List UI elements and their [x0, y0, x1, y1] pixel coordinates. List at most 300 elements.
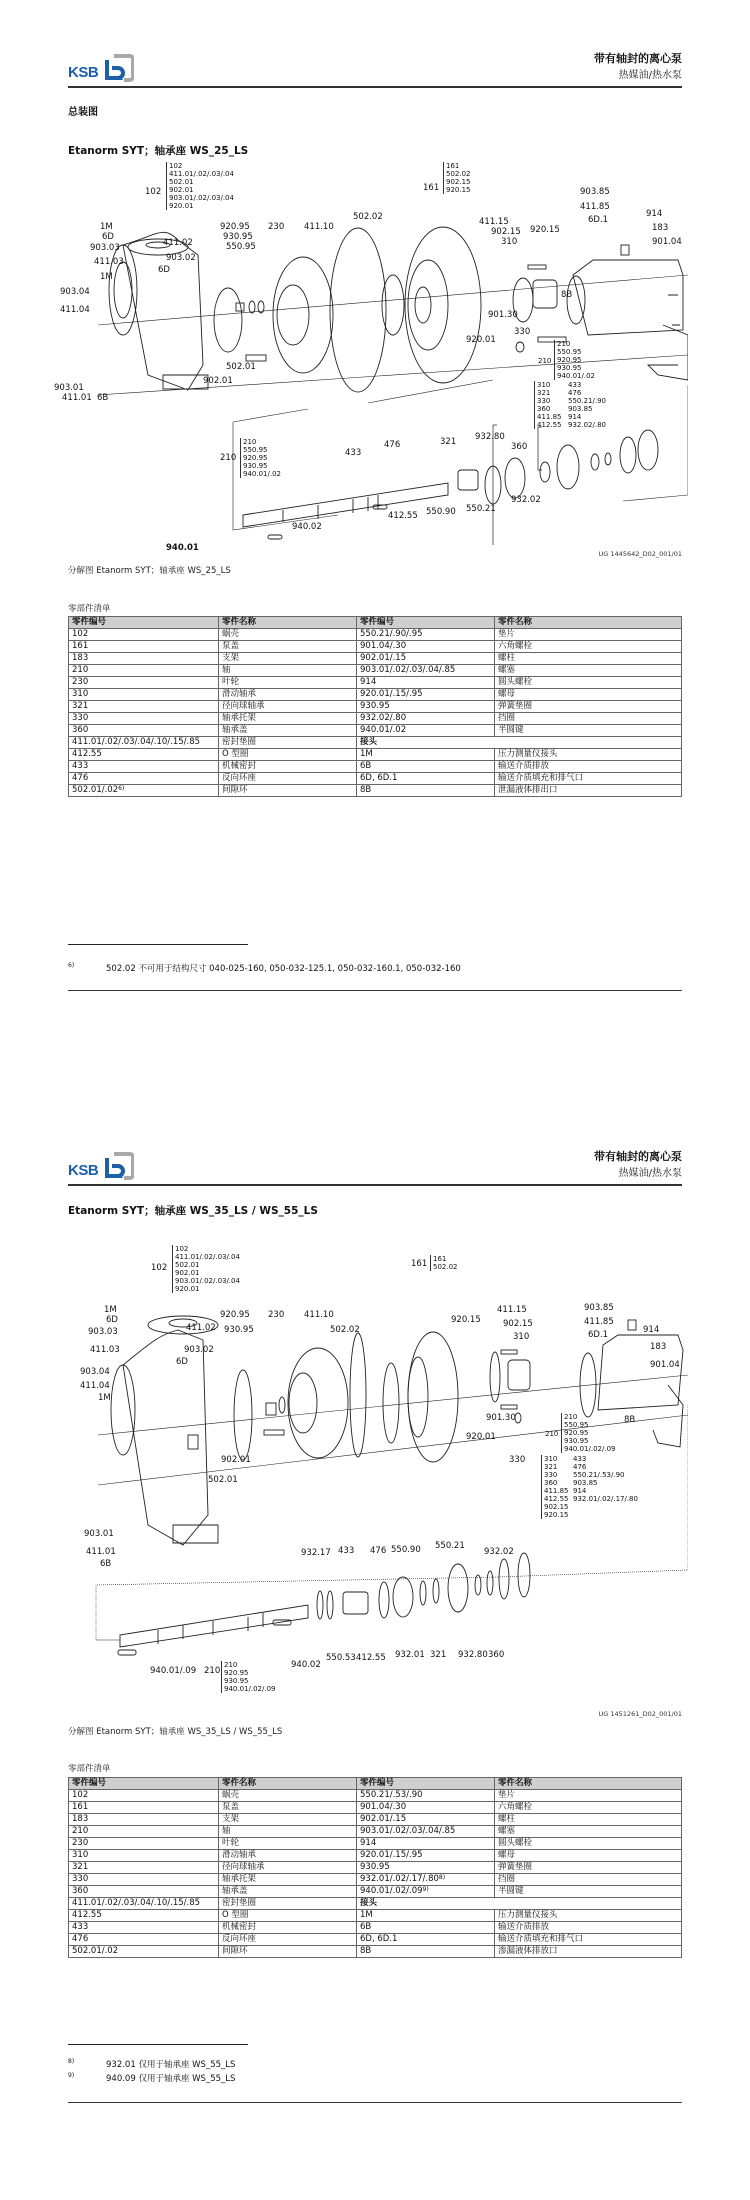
table-cell — [219, 665, 357, 677]
table-cell — [219, 1838, 357, 1850]
callout-321: 321 — [430, 1650, 447, 1660]
callout-text: 476 — [573, 1463, 587, 1471]
footnote-rule — [68, 944, 248, 945]
callout-932-01: 932.01 — [395, 1650, 425, 1660]
callout-group-102 — [166, 162, 234, 210]
diagram-title: Etanorm SYT；轴承座 WS_25_LS — [68, 145, 249, 157]
table-cell — [357, 1910, 495, 1922]
callout-text: 102 — [169, 162, 183, 170]
table-cell — [219, 1826, 357, 1838]
table-cell — [357, 1946, 495, 1958]
cell-text: 轴承盖 — [222, 1886, 248, 1896]
page-bottom-rule — [68, 990, 682, 991]
cell-text: 垫片 — [498, 629, 516, 639]
table-cell — [219, 1934, 357, 1946]
callout-text: 550.95 — [564, 1421, 589, 1429]
cell-text: 502.01/.02 — [72, 785, 119, 795]
table-row — [69, 761, 682, 773]
table-cell — [69, 1838, 219, 1850]
cell-text: 泄漏液体排出口 — [498, 785, 558, 795]
callout-text: 321 — [544, 1463, 558, 1471]
cell-text: 径向球轴承 — [222, 701, 265, 711]
callout-text: 550.21/.90 — [568, 397, 606, 405]
cell-text: 932.01/.02/.17/.80 — [360, 1874, 439, 1884]
table-row — [69, 725, 682, 737]
table-cell — [219, 1802, 357, 1814]
table-cell — [495, 1946, 682, 1958]
callout-411-03: 411.03 — [90, 1345, 120, 1355]
table-cell — [219, 1874, 357, 1886]
callout-text: 920.01 — [169, 202, 194, 210]
table-cell — [495, 761, 682, 773]
callout-903-02: 903.02 — [166, 253, 196, 263]
callout-6d: 6D — [176, 1357, 188, 1367]
callout-text: 914 — [568, 413, 582, 421]
cell-text: 903.01/.02/.03/.04/.85 — [360, 665, 456, 675]
table-cell — [357, 1886, 495, 1898]
table-cell — [357, 1850, 495, 1862]
callout-940-01-09: 940.01/.09 — [150, 1666, 197, 1676]
table-row — [69, 1862, 682, 1874]
table-row — [69, 1790, 682, 1802]
cell-text: 930.95 — [360, 1862, 390, 1872]
callout-text: 930.95 — [224, 1677, 249, 1685]
cell-text: 920.01/.15/.95 — [360, 689, 423, 699]
cell-text: 6B — [360, 1922, 372, 1932]
table-cell — [495, 689, 682, 701]
cell-text: 502.01/.02 — [72, 1946, 119, 1956]
callout-text: 360 — [537, 405, 551, 413]
header-subtitle: 热媒油/热水泵 — [618, 1168, 682, 1179]
table-cell — [69, 1850, 219, 1862]
cell-text: 轴承托架 — [222, 1874, 257, 1884]
callout-411-10: 411.10 — [304, 222, 334, 232]
callout-text: 920.95 — [224, 1669, 249, 1677]
cell-text: 输送介质排放 — [498, 1922, 550, 1932]
table-cell — [219, 1862, 357, 1874]
table-cell — [69, 1814, 219, 1826]
callout-layer — [54, 162, 688, 553]
table-cell — [219, 641, 357, 653]
cell-text: 183 — [72, 1814, 89, 1824]
table-cell — [69, 1874, 219, 1886]
cell-text: 圆头螺栓 — [498, 1838, 533, 1848]
callout-902-15: 902.15 — [491, 227, 521, 237]
table-cell — [495, 1802, 682, 1814]
table-cell — [69, 653, 219, 665]
table-cell — [357, 737, 682, 749]
callout-161: 161 — [423, 183, 440, 193]
callout-411-02: 411.02 — [163, 238, 193, 248]
callout-932-80: 932.80 — [458, 1650, 488, 1660]
callout-text: 550.95 — [243, 446, 268, 454]
cell-text: 230 — [72, 1838, 89, 1848]
table-cell — [69, 725, 219, 737]
table-cell — [219, 1814, 357, 1826]
table-cell — [357, 1802, 495, 1814]
callout-text: 940.01/.02 — [557, 372, 595, 380]
page-header — [68, 1142, 682, 1186]
table-cell — [219, 629, 357, 641]
ksb-logo-mark-icon — [104, 54, 134, 82]
table-cell — [495, 749, 682, 761]
table-cell — [69, 1922, 219, 1934]
table-cell — [219, 773, 357, 785]
callout-text: 902.01 — [169, 186, 194, 194]
diagram-title: Etanorm SYT；轴承座 WS_35_LS / WS_55_LS — [68, 1205, 318, 1217]
parts-list-label: 零部件清单 — [68, 1764, 111, 1774]
table-cell — [219, 713, 357, 725]
column-header: 零件名称 — [219, 617, 357, 629]
page-2 — [0, 1100, 750, 2200]
table-cell — [69, 1934, 219, 1946]
cell-text: 433 — [72, 1922, 89, 1932]
callout-text: 210 — [243, 438, 257, 446]
table-row — [69, 1898, 682, 1910]
cell-text: 102 — [72, 629, 89, 639]
header-subtitle: 热媒油/热水泵 — [618, 70, 682, 81]
cell-text: 弹簧垫圈 — [498, 1862, 533, 1872]
callout-102: 102 — [151, 1263, 168, 1273]
callout-550-90: 550.90 — [426, 507, 456, 517]
table-cell — [69, 1886, 219, 1898]
table-cell — [495, 1934, 682, 1946]
cell-text: 六角螺栓 — [498, 1802, 533, 1812]
table-cell — [357, 1790, 495, 1802]
cell-text: 360 — [72, 1886, 89, 1896]
cell-text: 230 — [72, 677, 89, 687]
cell-text: 411.01/.02/.03/.04/.10/.15/.85 — [72, 1898, 201, 1908]
cell-text: 泵盖 — [222, 1802, 240, 1812]
callout-932-02: 932.02 — [484, 1547, 514, 1557]
cell-text: 螺柱 — [498, 1814, 516, 1824]
callout-930-95: 930.95 — [224, 1325, 254, 1335]
callout-text: 411.01/.02/.03/.04 — [175, 1253, 240, 1261]
callout-text: 321 — [537, 389, 551, 397]
callout-932-80: 932.80 — [475, 432, 505, 442]
table-row — [69, 1802, 682, 1814]
cell-text: 泵盖 — [222, 641, 240, 651]
table-cell — [69, 1898, 219, 1910]
callout-text: 903.85 — [568, 405, 593, 413]
table-cell — [495, 1826, 682, 1838]
table-cell — [69, 773, 219, 785]
callout-902-15: 902.15 — [503, 1319, 533, 1329]
callout-text: 903.85 — [573, 1479, 598, 1487]
callout-text: 330 — [537, 397, 551, 405]
table-cell — [357, 653, 495, 665]
callout-330: 330 — [509, 1455, 526, 1465]
callout-183: 183 — [650, 1342, 667, 1352]
callout-text: 903.01/.02/.03/.04 — [175, 1277, 240, 1285]
cell-text: 476 — [72, 773, 89, 783]
callout-940-01: 940.01 — [166, 543, 199, 553]
table-cell — [219, 1790, 357, 1802]
callout-920-15: 920.15 — [451, 1315, 481, 1325]
cell-text: 输送介质排放 — [498, 761, 550, 771]
callout-text: 161 — [433, 1255, 447, 1263]
callout-text: 433 — [568, 381, 582, 389]
column-header: 零件名称 — [495, 617, 682, 629]
cell-text: 叶轮 — [222, 677, 240, 687]
callout-text: 930.95 — [243, 462, 268, 470]
table-row — [69, 749, 682, 761]
callout-group-161 — [430, 1255, 458, 1271]
page-bottom-rule — [68, 2102, 682, 2103]
callout-433: 433 — [345, 448, 362, 458]
table-cell — [69, 689, 219, 701]
callout-text: 920.95 — [557, 356, 582, 364]
callout-412-55: 412.55 — [388, 511, 418, 521]
cell-text: 半圆键 — [498, 725, 524, 735]
cell-text: 210 — [72, 1826, 89, 1836]
table-cell — [69, 737, 219, 749]
cell-text: 间隙环 — [222, 785, 248, 795]
callout-text: 210 — [564, 1413, 578, 1421]
table-row — [69, 1934, 682, 1946]
callout-901-30: 901.30 — [488, 310, 518, 320]
callout-text: 932.02/.80 — [568, 421, 606, 429]
table-cell — [357, 701, 495, 713]
callout-903-04: 903.04 — [80, 1367, 110, 1377]
callout-8b: 8B — [624, 1415, 636, 1425]
table-cell — [69, 1946, 219, 1958]
table-cell — [357, 761, 495, 773]
table-row — [69, 665, 682, 677]
callout-360: 360 — [511, 442, 528, 452]
cell-text: 反向环座 — [222, 1934, 257, 1944]
callout-321: 321 — [440, 437, 457, 447]
table-cell — [495, 653, 682, 665]
table-cell — [495, 641, 682, 653]
cell-text: 螺母 — [498, 1850, 516, 1860]
callout-411-03: 411.03 — [94, 257, 124, 267]
cell-text: 间隙环 — [222, 1946, 248, 1956]
table-row — [69, 1850, 682, 1862]
callout-text: 940.01/.02/.09 — [224, 1685, 276, 1693]
callout-layer — [68, 1225, 688, 1693]
table-cell — [495, 677, 682, 689]
callout-903-04: 903.04 — [60, 287, 90, 297]
callout-text: 411.85 — [537, 413, 562, 421]
cell-text: 903.01/.02/.03/.04/.85 — [360, 1826, 456, 1836]
callout-text: 210 — [538, 357, 552, 365]
callout-text: 502.01 — [175, 1261, 200, 1269]
cell-text: 550.21/.53/.90 — [360, 1790, 423, 1800]
callout-210: 210 — [220, 453, 237, 463]
ksb-logo-mark-icon — [104, 1152, 134, 1180]
cell-text: 321 — [72, 1862, 89, 1872]
cell-text: 161 — [72, 641, 89, 651]
table-cell — [357, 725, 495, 737]
table-cell — [357, 749, 495, 761]
callout-902-01: 902.01 — [203, 376, 233, 386]
callout-text: 920.95 — [564, 1429, 589, 1437]
callout-550-53: 550.53 — [326, 1653, 356, 1663]
cell-text: 6D, 6D.1 — [360, 1934, 398, 1944]
callout-411-15: 411.15 — [497, 1305, 527, 1315]
table-cell — [219, 677, 357, 689]
table-cell — [69, 665, 219, 677]
exploded-view-diagram — [68, 1225, 688, 1693]
callout-text: 902.15 — [544, 1503, 569, 1511]
table-cell — [69, 749, 219, 761]
callout-text: 502.02 — [433, 1263, 458, 1271]
callout-476: 476 — [384, 440, 401, 450]
callout-102: 102 — [145, 187, 162, 197]
callout-914: 914 — [646, 209, 663, 219]
callout-6b: 6B — [100, 1559, 112, 1569]
table-row — [69, 1838, 682, 1850]
cell-text: 360 — [72, 725, 89, 735]
callout-183: 183 — [652, 223, 669, 233]
cell-text: 8B — [360, 785, 372, 795]
table-cell — [219, 653, 357, 665]
callout-920-01: 920.01 — [466, 1432, 496, 1442]
table-cell — [219, 761, 357, 773]
cell-text: 螺母 — [498, 689, 516, 699]
callout-902-01: 902.01 — [221, 1455, 251, 1465]
callout-text: 902.01 — [175, 1269, 200, 1277]
table-cell — [69, 629, 219, 641]
parts-table — [68, 1777, 682, 1958]
callout-text: 550.95 — [557, 348, 582, 356]
table-cell — [495, 1886, 682, 1898]
callout-text: 920.01 — [175, 1285, 200, 1293]
cell-text: 310 — [72, 689, 89, 699]
callout-920-01: 920.01 — [466, 335, 496, 345]
callout-text: 310 — [544, 1455, 558, 1463]
table-cell — [495, 785, 682, 797]
figure-caption: 分解图 Etanorm SYT；轴承座 WS_35_LS / WS_55_LS — [68, 1727, 283, 1737]
table-cell — [495, 701, 682, 713]
callout-903-02: 903.02 — [184, 1345, 214, 1355]
cell-text: 半圆键 — [498, 1886, 524, 1896]
cell-text: 蜗壳 — [222, 1790, 240, 1800]
callout-310: 310 — [501, 237, 518, 247]
callout-920-15: 920.15 — [530, 225, 560, 235]
cell-text: 161 — [72, 1802, 89, 1812]
callout-text: 502.01 — [169, 178, 194, 186]
footnote-ref: 9) — [422, 1886, 429, 1893]
callout-text: 330 — [544, 1471, 558, 1479]
callout-text: 412.55 — [544, 1495, 569, 1503]
cell-text: 412.55 — [72, 749, 102, 759]
callout-text: 932.01/.02/.17/.80 — [573, 1495, 638, 1503]
logo-text: KSB — [68, 1162, 99, 1179]
callout-433: 433 — [338, 1546, 355, 1556]
cell-text: 输送介质填充和排气口 — [498, 1934, 584, 1944]
cell-text: 轴承盖 — [222, 725, 248, 735]
cell-text: 932.02/.80 — [360, 713, 407, 723]
cell-text: 412.55 — [72, 1910, 102, 1920]
column-header: 零件编号 — [69, 1778, 219, 1790]
callout-161: 161 — [411, 1259, 428, 1269]
callout-text: 930.95 — [564, 1437, 589, 1445]
callout-text: 360 — [544, 1479, 558, 1487]
callout-411-10: 411.10 — [304, 1310, 334, 1320]
callout-903-01: 903.01 — [84, 1529, 114, 1539]
callout-550-21: 550.21 — [435, 1541, 465, 1551]
callout-text: 433 — [573, 1455, 587, 1463]
footnote-text: 940.09 仅用于轴承座 WS_55_LS — [106, 2074, 236, 2084]
callout-230: 230 — [268, 222, 285, 232]
cell-text: 螺柱 — [498, 653, 516, 663]
table-cell — [357, 773, 495, 785]
table-row — [69, 629, 682, 641]
cell-text: 914 — [360, 1838, 377, 1848]
callout-1m: 1M — [100, 222, 113, 232]
table-cell — [69, 1802, 219, 1814]
callout-914: 914 — [643, 1325, 660, 1335]
cell-text: 垫片 — [498, 1790, 516, 1800]
callout-text: 411.01/.02/.03/.04 — [169, 170, 234, 178]
callout-text: 903.01/.02/.03/.04 — [169, 194, 234, 202]
table-cell — [495, 1850, 682, 1862]
cell-text: 210 — [72, 665, 89, 675]
cell-text: 螺塞 — [498, 1826, 516, 1836]
callout-502-02: 502.02 — [353, 212, 383, 222]
table-row — [69, 641, 682, 653]
callout-group-330-210 — [538, 340, 595, 380]
table-cell — [69, 701, 219, 713]
table-cell — [69, 785, 219, 797]
footnote-text: 502.02 不可用于结构尺寸 040-025-160, 050-032-125.1, 050-032-160.1, 050-032-160 — [106, 964, 461, 974]
table-cell — [495, 713, 682, 725]
parts-list-label: 零部件清单 — [68, 604, 111, 614]
callout-411-04: 411.04 — [80, 1381, 110, 1391]
cell-text: 挡圈 — [498, 713, 516, 723]
callout-940-02: 940.02 — [292, 522, 322, 532]
exploded-view-diagram — [54, 162, 688, 553]
table-cell — [69, 641, 219, 653]
cell-text: 321 — [72, 701, 89, 711]
cell-text: 6D, 6D.1 — [360, 773, 398, 783]
table-cell — [357, 689, 495, 701]
callout-901-30: 901.30 — [486, 1413, 516, 1423]
table-cell — [69, 761, 219, 773]
table-cell — [495, 1838, 682, 1850]
table-cell — [495, 629, 682, 641]
callout-411-04: 411.04 — [60, 305, 90, 315]
callout-920-95: 920.95 — [220, 222, 250, 232]
table-header-row — [69, 617, 682, 629]
callout-1m: 1M — [100, 272, 113, 282]
column-header: 零件编号 — [357, 617, 495, 629]
cell-text: 压力测量仪接头 — [498, 749, 558, 759]
callout-550-95: 550.95 — [226, 242, 256, 252]
footnote-ref: 8) — [438, 1874, 446, 1881]
drawing-code: UG 1451261_D02_001/01 — [598, 1710, 682, 1718]
cell-text: 渗漏液体排放口 — [498, 1946, 558, 1956]
table-row — [69, 701, 682, 713]
header-title: 带有轴封的离心泵 — [594, 52, 682, 65]
table-cell — [495, 1922, 682, 1934]
table-cell — [219, 1886, 357, 1898]
figure-caption: 分解图 Etanorm SYT；轴承座 WS_25_LS — [68, 566, 231, 576]
cell-text: 1M — [360, 749, 373, 759]
footnote — [68, 962, 461, 974]
cell-text: 901.04/.30 — [360, 641, 407, 651]
table-cell — [357, 1898, 682, 1910]
cell-text: 密封垫圈 — [222, 737, 257, 747]
table-cell — [219, 701, 357, 713]
cell-text: 密封垫圈 — [222, 1898, 257, 1908]
callout-text: 411.85 — [544, 1487, 569, 1495]
callout-411-02: 411.02 — [186, 1323, 216, 1333]
callout-6d-1: 6D.1 — [588, 215, 609, 225]
callout-6d: 6D — [102, 232, 114, 242]
